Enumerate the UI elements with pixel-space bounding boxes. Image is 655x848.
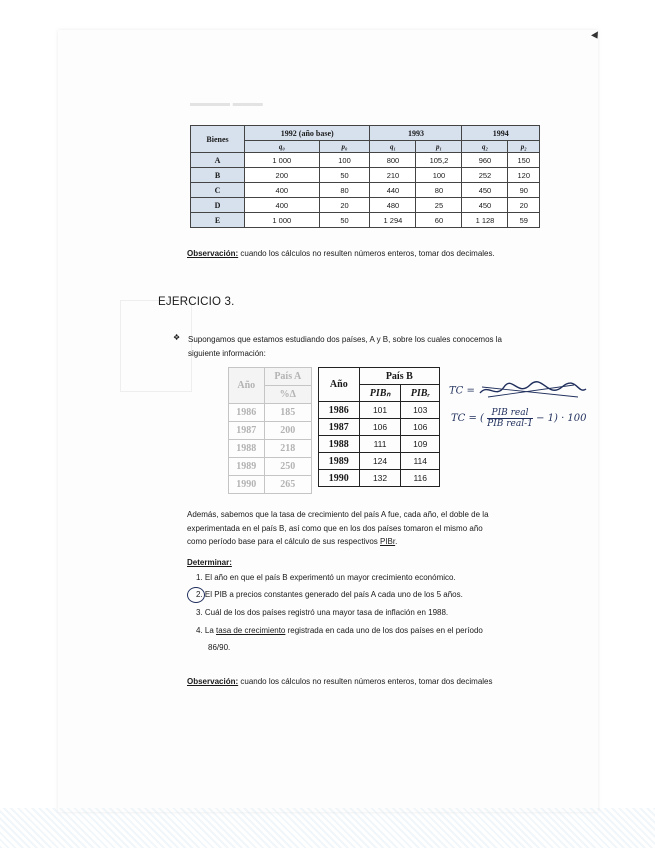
col-header-1993: 1993 (370, 126, 462, 141)
observation-text: cuando los cálculos no resulten números enteros, tomar dos decimales. (238, 249, 495, 258)
list-text: 4. La (196, 626, 217, 635)
year-cell: 1987 (319, 419, 360, 436)
determinar-heading: Determinar: (187, 558, 232, 567)
list-item: 2. El PIB a precios constantes generado del país A cada uno de los 5 años. (196, 590, 463, 599)
table-row (229, 404, 312, 422)
year-cell: 1989 (319, 453, 360, 470)
table-row (229, 422, 312, 440)
table-cell: 80 (319, 183, 370, 198)
table-cell: 90 (508, 183, 540, 198)
value-cell: 114 (401, 453, 440, 470)
table-row (319, 402, 440, 419)
table-cell: 960 (462, 153, 508, 168)
table-row (191, 213, 540, 228)
col-header-bienes: Bienes (191, 126, 245, 153)
table-cell: 50 (319, 213, 370, 228)
table-cell: 105,2 (416, 153, 462, 168)
table-cell: 400 (245, 198, 319, 213)
value-cell: 106 (359, 419, 401, 436)
context-paragraph (187, 508, 489, 549)
table-row (319, 453, 440, 470)
value-cell: 103 (401, 402, 440, 419)
decorative-pattern (0, 808, 655, 848)
table-row (191, 168, 540, 183)
paragraph-text: . (395, 537, 398, 546)
section-heading: EJERCICIO 3. (158, 296, 235, 308)
subheader-cell: q₀ (245, 141, 319, 153)
table-row (319, 436, 440, 453)
table-row (319, 419, 440, 436)
value-cell: 124 (359, 453, 401, 470)
value-cell: 116 (401, 470, 440, 487)
table-cell: 1 128 (462, 213, 508, 228)
country-b-table (318, 367, 440, 487)
table-cell: 252 (462, 168, 508, 183)
handwritten-text: − 1) · 100 (536, 413, 587, 424)
observation-label: Observación: (187, 677, 239, 686)
value-cell: 109 (401, 436, 440, 453)
table-row (191, 183, 540, 198)
table-cell: 440 (370, 183, 416, 198)
col-header-1994: 1994 (462, 126, 540, 141)
row-label: A (191, 153, 245, 168)
table-cell: 450 (462, 183, 508, 198)
table-cell: 450 (462, 198, 508, 213)
table-cell: 25 (416, 198, 462, 213)
table-cell: 1 294 (370, 213, 416, 228)
table-row (319, 470, 440, 487)
list-item (196, 626, 483, 635)
subheader-cell: p₂ (508, 141, 540, 153)
subheader-cell: p₁ (416, 141, 462, 153)
table-cell: 59 (508, 213, 540, 228)
value-cell: 265 (264, 476, 311, 494)
table-row (191, 153, 540, 168)
table-cell: 400 (245, 183, 319, 198)
handwritten-formula-scribble (449, 381, 588, 401)
paragraph-text: como período base para el cálculo de sus respectivos (187, 537, 380, 546)
observation-label: Observación: (187, 249, 239, 258)
row-label: C (191, 183, 245, 198)
row-label: D (191, 198, 245, 213)
goods-table (190, 125, 540, 228)
intro-text (188, 333, 502, 360)
observation-note (187, 249, 495, 258)
table-cell: 20 (319, 198, 370, 213)
subheader-cell: q₁ (370, 141, 416, 153)
intro-bullet-icon: ❖ (173, 333, 181, 342)
col-header-pib-nominal: PIBₙ (359, 385, 401, 402)
value-cell: 101 (359, 402, 401, 419)
col-header-pib-real: PIBᵣ (401, 385, 440, 402)
row-label: B (191, 168, 245, 183)
year-cell: 1990 (319, 470, 360, 487)
paragraph-line: experimentada en el país B, así como que en los dos países tomaron el mismo año (187, 523, 483, 533)
year-cell: 1989 (229, 458, 265, 476)
table-cell: 150 (508, 153, 540, 168)
table-cell: 800 (370, 153, 416, 168)
observation-text: cuando los cálculos no resulten números enteros, tomar dos decimales (238, 677, 493, 686)
year-cell: 1988 (319, 436, 360, 453)
table-row (229, 458, 312, 476)
bleed-through-ghost: ▬▬▬▬ ▬▬▬ (190, 98, 263, 109)
underlined-term: PIBr (380, 537, 396, 546)
table-cell: 80 (416, 183, 462, 198)
year-cell: 1987 (229, 422, 265, 440)
subheader-cell: p₀ (319, 141, 370, 153)
value-cell: 111 (359, 436, 401, 453)
table-row (229, 440, 312, 458)
year-cell: 1986 (229, 404, 265, 422)
table-cell: 120 (508, 168, 540, 183)
value-cell: 218 (264, 440, 311, 458)
year-cell: 1988 (229, 440, 265, 458)
col-header-country-a: País A (264, 368, 311, 386)
table-cell: 1 000 (245, 213, 319, 228)
handwritten-growth-formula (451, 408, 587, 429)
col-header-change: %Δ (264, 386, 311, 404)
paragraph-line: Además, sabemos que la tasa de crecimiento del país A fue, cada año, el doble de la (187, 510, 489, 519)
table-cell: 50 (319, 168, 370, 183)
subheader-cell: q₂ (462, 141, 508, 153)
year-cell: 1986 (319, 402, 360, 419)
table-row (229, 476, 312, 494)
list-item: 3. Cuál de los dos países registró una mayor tasa de inflación en 1988. (196, 608, 449, 617)
value-cell: 250 (264, 458, 311, 476)
handwritten-text: TC = ( (451, 413, 484, 424)
col-header-country-b: País B (359, 368, 439, 385)
table-cell: 20 (508, 198, 540, 213)
country-a-table (228, 367, 312, 494)
table-cell: 480 (370, 198, 416, 213)
intro-line: Supongamos que estamos estudiando dos países, A y B, sobre los cuales conocemos la (188, 335, 502, 344)
value-cell: 106 (401, 419, 440, 436)
underlined-term: tasa de crecimiento (216, 626, 286, 635)
intro-line: siguiente información: (188, 348, 266, 358)
scribble-icon (478, 381, 588, 401)
table-cell: 100 (319, 153, 370, 168)
col-header-1992: 1992 (año base) (245, 126, 370, 141)
observation-note (187, 677, 493, 686)
paragraph-line (187, 535, 489, 549)
table-cell: 210 (370, 168, 416, 183)
handwritten-text: TC = (449, 385, 475, 397)
list-item: 86/90. (208, 643, 231, 652)
value-cell: 185 (264, 404, 311, 422)
table-row (191, 198, 540, 213)
year-cell: 1990 (229, 476, 265, 494)
fraction (487, 408, 533, 429)
col-header-year: Año (319, 368, 360, 402)
fraction-numerator: PIB real (487, 408, 533, 419)
value-cell: 132 (359, 470, 401, 487)
table-cell: 1 000 (245, 153, 319, 168)
list-item: 1. El año en que el país B experimentó un mayor crecimiento económico. (196, 573, 456, 582)
bleed-through-ghost (120, 300, 192, 392)
table-cell: 100 (416, 168, 462, 183)
list-text: registrada en cada uno de los dos países en el período (285, 626, 483, 635)
value-cell: 200 (264, 422, 311, 440)
fraction-denominator: PIB real-1 (487, 419, 533, 429)
row-label: E (191, 213, 245, 228)
table-cell: 200 (245, 168, 319, 183)
table-cell: 60 (416, 213, 462, 228)
col-header-year: Año (229, 368, 265, 404)
